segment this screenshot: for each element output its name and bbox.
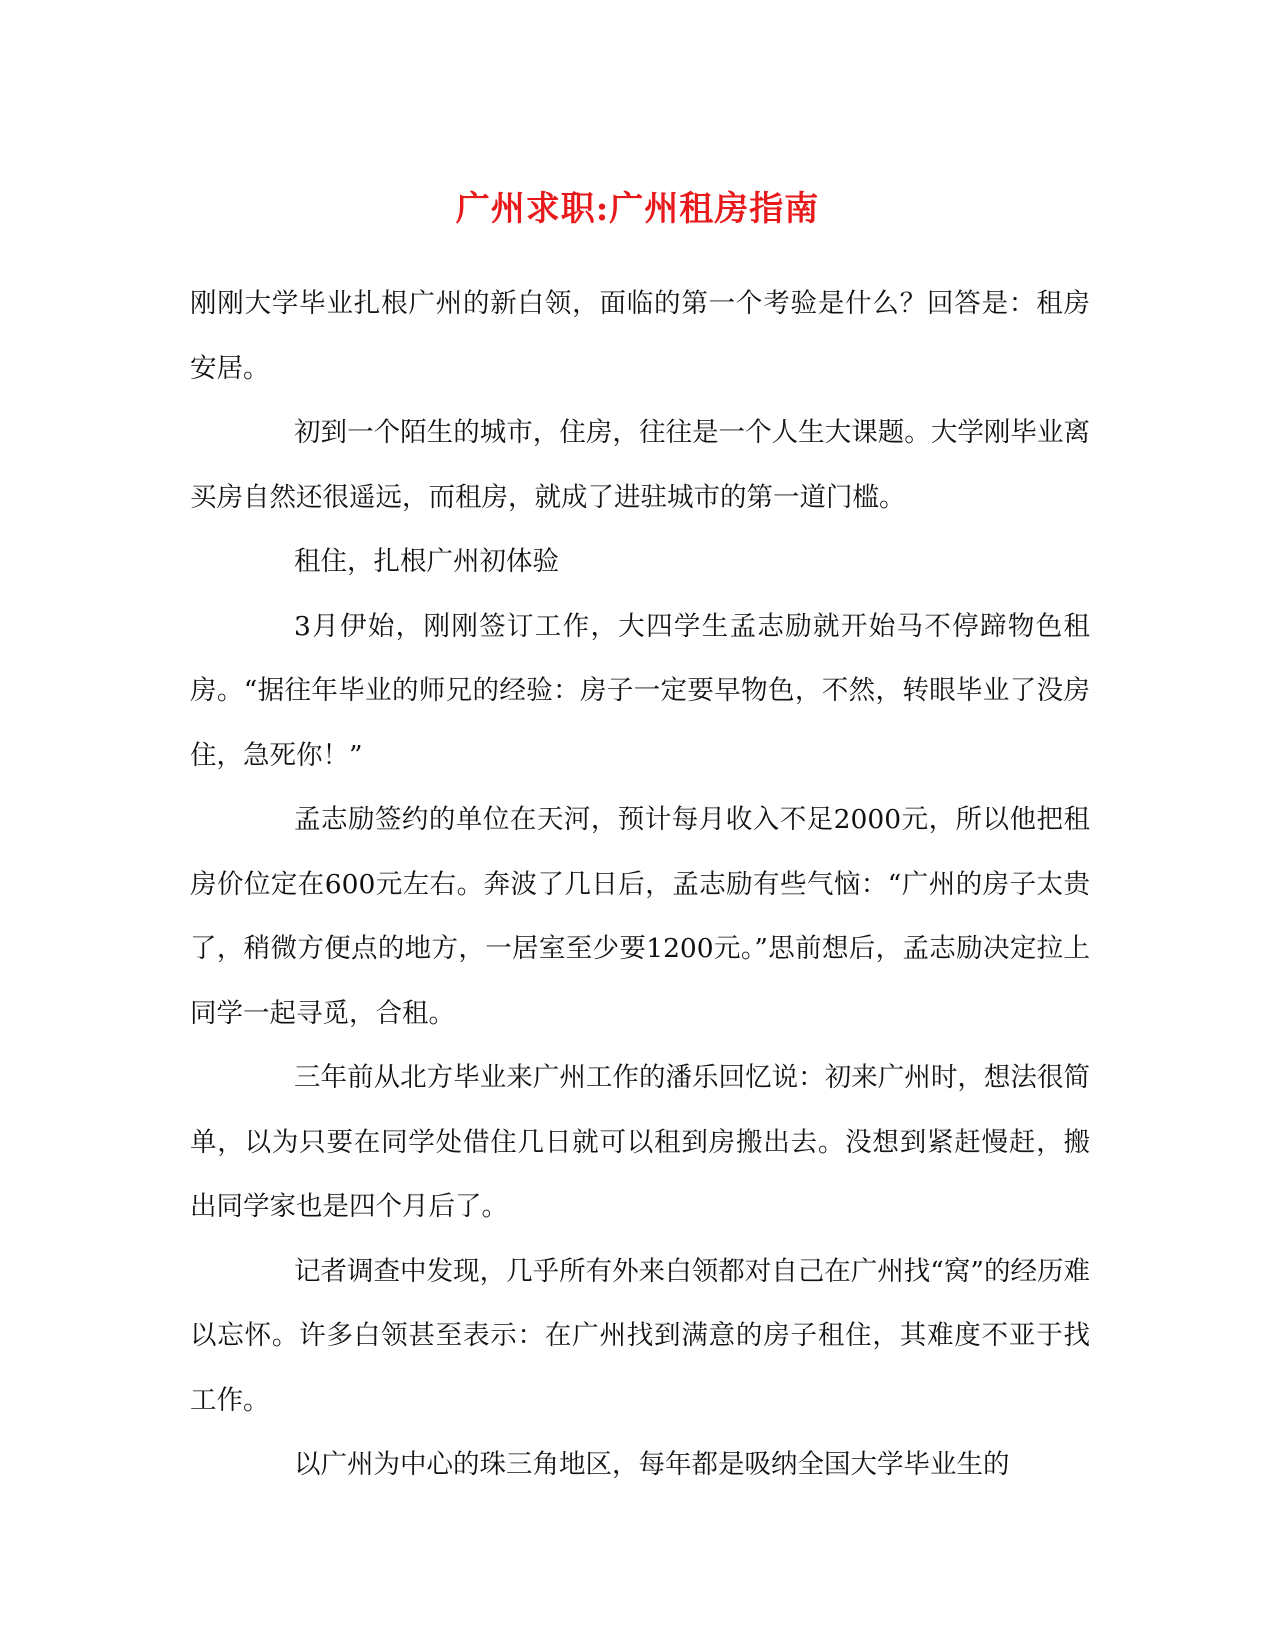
paragraph-7: 以广州为中心的珠三角地区，每年都是吸纳全国大学毕业生的 <box>294 1449 1010 1480</box>
paragraph-5: 三年前从北方毕业来广州工作的潘乐回忆说：初来广州时，想法很简单，以为只要在同学处借住几日就可以租到房搬出去。没想到紧赶慢赶，搬出同学家也是四个月后了。 <box>190 1062 1090 1222</box>
paragraph-6: 记者调查中发现，几乎所有外来白领都对自己在广州找“窝”的经历难以忘怀。许多白领甚至表示：在广州找到满意的房子租住，其难度不亚于找工作。 <box>190 1255 1090 1416</box>
paragraph-4: 孟志励签约的单位在天河，预计每月收入不足2000元，所以他把租房价位定在600元左右。奔波了几日后，孟志励有些气恼：“广州的房子太贵了，稍微方便点的地方，一居室至少要1200元。”思前想后，孟志励决定拉上同学一起寻觅，合租。 <box>190 804 1090 1029</box>
article-body <box>190 272 1090 1498</box>
page-title: 广州求职:广州租房指南 <box>455 188 820 229</box>
paragraph-3: 3月伊始，刚刚签订工作，大四学生孟志励就开始马不停蹄物色租房。“据往年毕业的师兄的经验：房子一定要早物色，不然，转眼毕业了没房住，急死你！” <box>190 610 1090 771</box>
section-heading: 租住，扎根广州初体验 <box>294 546 559 577</box>
paragraph-2: 初到一个陌生的城市，住房，往往是一个人生大课题。大学刚毕业离买房自然还很遥远，而租房，就成了进驻城市的第一道门槛。 <box>190 417 1090 513</box>
paragraph-1: 刚刚大学毕业扎根广州的新白领，面临的第一个考验是什么？回答是：租房安居。 <box>190 288 1090 384</box>
